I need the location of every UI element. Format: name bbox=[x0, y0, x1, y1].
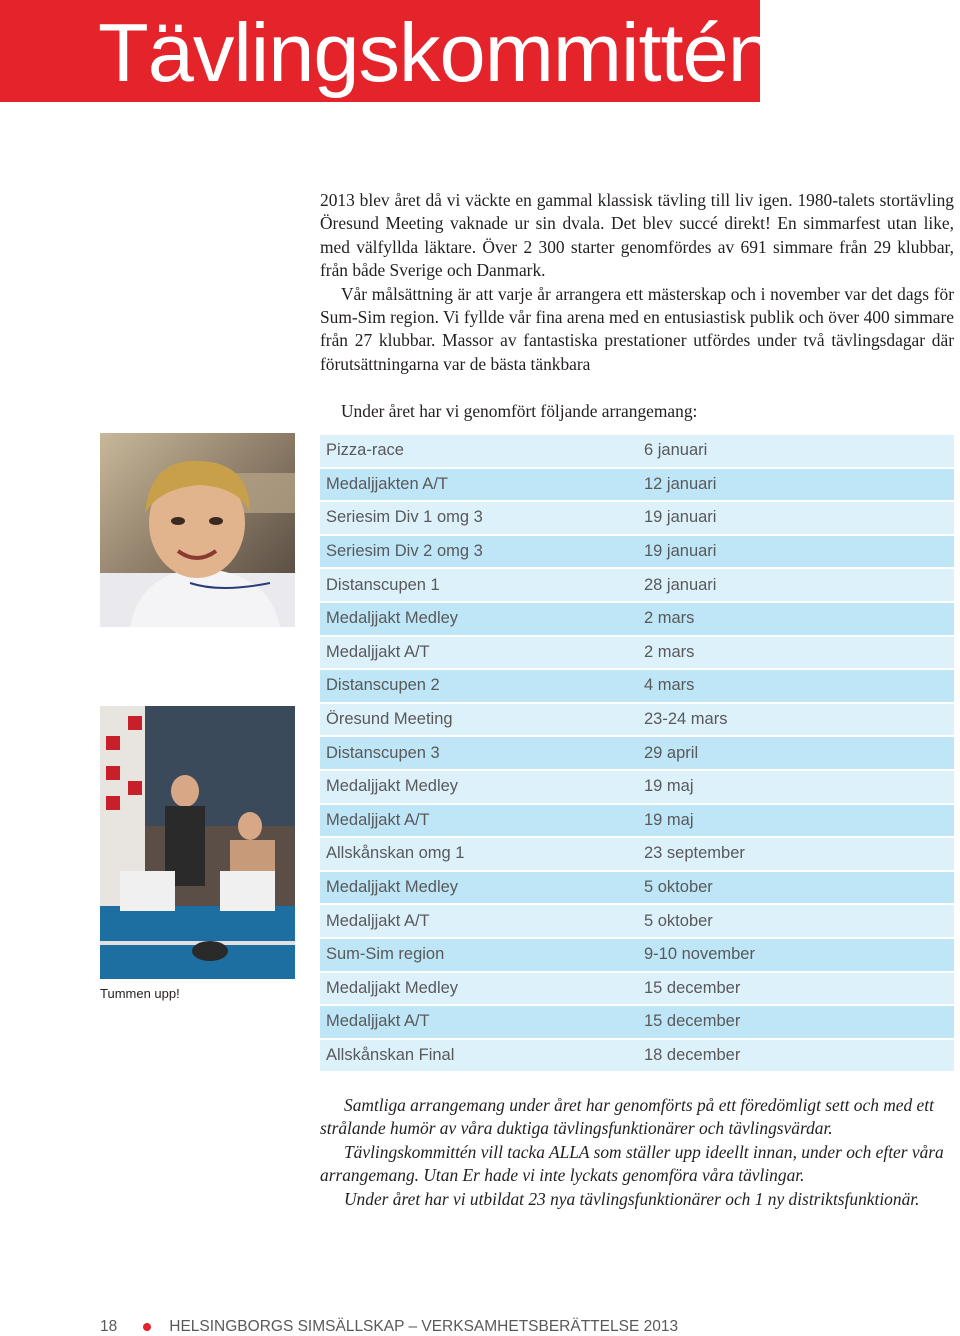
event-date: 23 september bbox=[638, 837, 954, 871]
event-date: 5 oktober bbox=[638, 871, 954, 905]
event-name: Medaljjakt Medley bbox=[320, 770, 638, 804]
event-date: 15 december bbox=[638, 972, 954, 1006]
event-name: Medaljjakt Medley bbox=[320, 972, 638, 1006]
event-name: Pizza-race bbox=[320, 435, 638, 468]
page-footer bbox=[100, 1318, 678, 1336]
event-name: Distanscupen 2 bbox=[320, 669, 638, 703]
events-heading: Under året har vi genomfört följande arrangemang: bbox=[341, 401, 698, 421]
intro-text bbox=[320, 189, 954, 376]
closing-paragraph-3: Under året har vi utbildat 23 nya tävlingsfunktionärer och 1 ny distriktsfunktionär. bbox=[344, 1188, 920, 1209]
table-row bbox=[320, 904, 954, 938]
intro-paragraph-1: 2013 blev året då vi väckte en gammal klassisk tävling till liv igen. 1980-talets stortävling Öresund Meeting vaknade ur sin dvala. Det blev succé direkt! En simmarfest utan like, med välfyllda läktare. Över 2 300 starter genomfördes av 691 simmare från 29 klubbar, från både Sverige och Danmark. bbox=[320, 190, 954, 281]
event-date: 28 januari bbox=[638, 568, 954, 602]
event-name: Medaljjakt A/T bbox=[320, 904, 638, 938]
events-table bbox=[320, 435, 954, 1073]
publication-title: HELSINGBORGS SIMSÄLLSKAP – VERKSAMHETSBERÄTTELSE 2013 bbox=[169, 1318, 679, 1335]
event-name: Seriesim Div 1 omg 3 bbox=[320, 501, 638, 535]
event-name: Allskånskan omg 1 bbox=[320, 837, 638, 871]
portrait-photo bbox=[100, 433, 295, 627]
event-date: 5 oktober bbox=[638, 904, 954, 938]
table-row bbox=[320, 804, 954, 838]
event-date: 15 december bbox=[638, 1005, 954, 1039]
table-row bbox=[320, 1039, 954, 1073]
table-row bbox=[320, 1005, 954, 1039]
table-row bbox=[320, 568, 954, 602]
table-row bbox=[320, 703, 954, 737]
event-name: Medaljjakt A/T bbox=[320, 804, 638, 838]
event-date: 19 januari bbox=[638, 535, 954, 569]
event-date: 4 mars bbox=[638, 669, 954, 703]
event-date: 6 januari bbox=[638, 435, 954, 468]
event-date: 9-10 november bbox=[638, 938, 954, 972]
table-row bbox=[320, 468, 954, 502]
event-name: Medaljjakt Medley bbox=[320, 602, 638, 636]
table-row bbox=[320, 669, 954, 703]
page-title: Tävlingskommittén bbox=[98, 6, 773, 99]
event-date: 19 januari bbox=[638, 501, 954, 535]
event-date: 12 januari bbox=[638, 468, 954, 502]
event-name: Medaljjakt Medley bbox=[320, 871, 638, 905]
title-banner bbox=[0, 0, 773, 102]
table-row bbox=[320, 972, 954, 1006]
event-date: 2 mars bbox=[638, 602, 954, 636]
photo-caption: Tummen upp! bbox=[100, 986, 180, 1001]
event-date: 19 maj bbox=[638, 770, 954, 804]
closing-paragraph-1: Samtliga arrangemang under året har genomförts på ett föredömligt sett och med ett strålande humör av våra duktiga tävlingsfunktionärer och tävlingsvärdar. bbox=[320, 1095, 934, 1139]
event-date: 18 december bbox=[638, 1039, 954, 1073]
table-row bbox=[320, 636, 954, 670]
table-row bbox=[320, 837, 954, 871]
event-name: Allskånskan Final bbox=[320, 1039, 638, 1073]
pool-photo bbox=[100, 706, 295, 979]
intro-paragraph-2: Vår målsättning är att varje år arrangera ett mästerskap och i november var det dags för Sum-Sim region. Vi fyllde vår fina arena med en entusiastisk publik och över 400 simmare från 27 klubbar. Massor av fantastiska prestationer utfördes under två tävlingsdagar där förutsättningarna var de bästa tänkbara bbox=[320, 283, 954, 374]
event-date: 23-24 mars bbox=[638, 703, 954, 737]
table-row bbox=[320, 535, 954, 569]
table-row bbox=[320, 871, 954, 905]
table-row bbox=[320, 501, 954, 535]
table-row bbox=[320, 602, 954, 636]
closing-paragraph-2: Tävlingskommittén vill tacka ALLA som ställer upp ideellt innan, under och efter våra arrangemang. Utan Er hade vi inte lyckats genomföra våra tävlingar. bbox=[320, 1141, 944, 1186]
bullet-dot-icon bbox=[143, 1323, 151, 1331]
event-name: Medaljjakten A/T bbox=[320, 468, 638, 502]
event-date: 29 april bbox=[638, 736, 954, 770]
table-row bbox=[320, 736, 954, 770]
closing-text bbox=[320, 1094, 960, 1211]
event-name: Sum-Sim region bbox=[320, 938, 638, 972]
event-name: Öresund Meeting bbox=[320, 703, 638, 737]
event-name: Seriesim Div 2 omg 3 bbox=[320, 535, 638, 569]
event-name: Distanscupen 1 bbox=[320, 568, 638, 602]
event-name: Medaljjakt A/T bbox=[320, 1005, 638, 1039]
event-name: Distanscupen 3 bbox=[320, 736, 638, 770]
event-name: Medaljjakt A/T bbox=[320, 636, 638, 670]
table-row bbox=[320, 435, 954, 468]
event-date: 19 maj bbox=[638, 804, 954, 838]
page-number: 18 bbox=[100, 1318, 118, 1335]
event-date: 2 mars bbox=[638, 636, 954, 670]
table-row bbox=[320, 770, 954, 804]
table-row bbox=[320, 938, 954, 972]
